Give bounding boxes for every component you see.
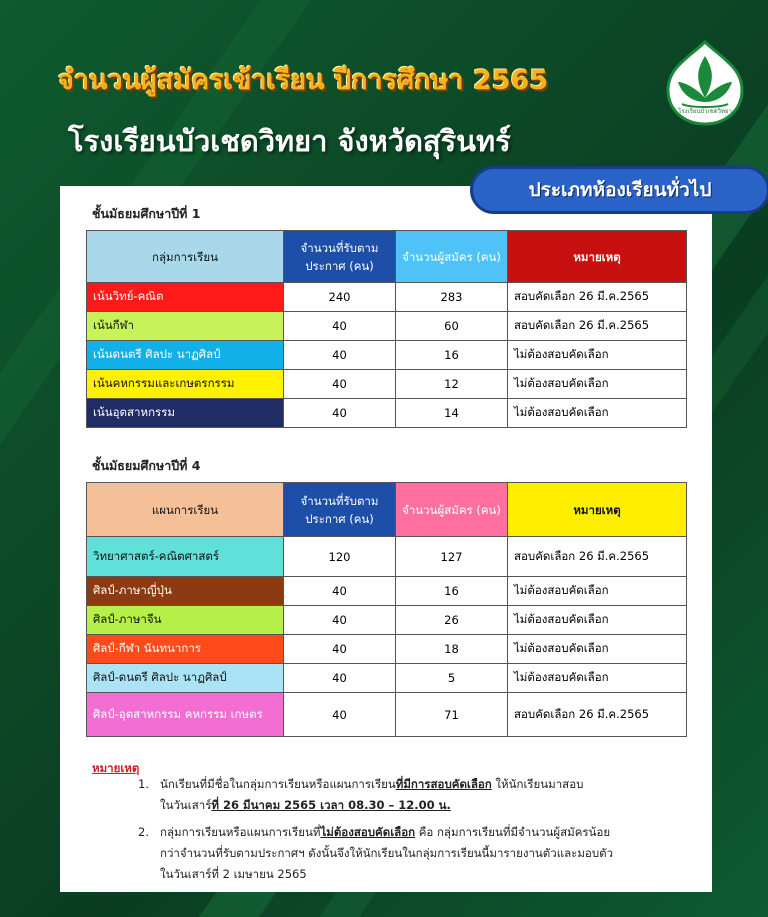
- quota-cell: 40: [284, 664, 396, 693]
- note-cell: สอบคัดเลือก 26 มี.ค.2565: [508, 537, 687, 577]
- group-cell: เน้นคหกรรมและเกษตรกรรม: [87, 370, 284, 399]
- m1-header-note: หมายเหตุ: [508, 231, 687, 283]
- notes-heading: หมายเหตุ: [92, 761, 140, 775]
- note-text: คือ กลุ่มการเรียนที่มีจำนวนผู้สมัครน้อย: [415, 825, 611, 839]
- note-cell: ไม่ต้องสอบคัดเลือก: [508, 577, 687, 606]
- logo-text: โรงเรียนบัวเชดวิทยา: [678, 108, 732, 115]
- quota-cell: 40: [284, 606, 396, 635]
- quota-cell: 40: [284, 635, 396, 664]
- m4-header-applicants: จำนวนผู้สมัคร (คน): [396, 483, 508, 537]
- applicants-cell: 18: [396, 635, 508, 664]
- m1-header-group: กลุ่มการเรียน: [87, 231, 284, 283]
- note-item-1: [138, 774, 698, 818]
- applicants-cell: 127: [396, 537, 508, 577]
- note-number: 1.: [138, 777, 149, 791]
- table-row: [87, 283, 687, 312]
- table-row: [87, 537, 687, 577]
- school-logo: [660, 38, 750, 128]
- note-cell: ไม่ต้องสอบคัดเลือก: [508, 664, 687, 693]
- note-cell: สอบคัดเลือก 26 มี.ค.2565: [508, 312, 687, 341]
- m1-header-applicants: จำนวนผู้สมัคร (คน): [396, 231, 508, 283]
- notes-section: [92, 760, 692, 881]
- note-number: 2.: [138, 825, 149, 839]
- note-cell: ไม่ต้องสอบคัดเลือก: [508, 370, 687, 399]
- note-cell: สอบคัดเลือก 26 มี.ค.2565: [508, 283, 687, 312]
- table-row: [87, 606, 687, 635]
- applicants-cell: 60: [396, 312, 508, 341]
- m4-header-note: หมายเหตุ: [508, 483, 687, 537]
- quota-cell: 40: [284, 693, 396, 737]
- note-text: กว่าจำนวนที่รับตามประกาศฯ ดังนั้นจึงให้นักเรียนในกลุ่มการเรียนนี้มารายงานตัวและมอบตัว: [160, 846, 614, 860]
- table-row: [87, 370, 687, 399]
- m1-header-quota: จำนวนที่รับตามประกาศ (คน): [284, 231, 396, 283]
- applicants-cell: 5: [396, 664, 508, 693]
- classroom-type-badge: ประเภทห้องเรียนทั่วไป: [470, 166, 768, 214]
- m1-table: [86, 230, 687, 428]
- group-cell: เน้นอุตสาหกรรม: [87, 399, 284, 428]
- note-text: นักเรียนที่มีชื่อในกลุ่มการเรียนหรือแผนการเรียน: [160, 777, 396, 791]
- note-text: ให้นักเรียนมาสอบ: [491, 777, 584, 791]
- note-text: กลุ่มการเรียนหรือแผนการเรียนที่: [160, 825, 321, 839]
- quota-cell: 40: [284, 399, 396, 428]
- m1-section-title: ชั้นมัธยมศึกษาปีที่ 1: [92, 206, 201, 221]
- group-cell: ศิลป์-ดนตรี ศิลปะ นาฏศิลป์: [87, 664, 284, 693]
- page-title: จำนวนผู้สมัครเข้าเรียน ปีการศึกษา 2565: [58, 65, 549, 96]
- table-row: [87, 664, 687, 693]
- note-emphasis: ที่ 26 มีนาคม 2565 เวลา 08.30 – 12.00 น.: [211, 798, 451, 812]
- m4-header-quota: จำนวนที่รับตามประกาศ (คน): [284, 483, 396, 537]
- quota-cell: 40: [284, 370, 396, 399]
- group-cell: เน้นวิทย์-คณิต: [87, 283, 284, 312]
- m4-section-title: ชั้นมัธยมศึกษาปีที่ 4: [92, 458, 201, 473]
- table-row: [87, 341, 687, 370]
- table-row: [87, 577, 687, 606]
- quota-cell: 120: [284, 537, 396, 577]
- note-emphasis: ที่มีการสอบคัดเลือก: [395, 777, 492, 791]
- applicants-cell: 12: [396, 370, 508, 399]
- note-text: ในวันเสาร์ที่ 2 เมษายน 2565: [160, 867, 307, 881]
- table-row: [87, 312, 687, 341]
- quota-cell: 40: [284, 341, 396, 370]
- applicants-cell: 283: [396, 283, 508, 312]
- note-cell: ไม่ต้องสอบคัดเลือก: [508, 341, 687, 370]
- applicants-cell: 26: [396, 606, 508, 635]
- group-cell: วิทยาศาสตร์-คณิตศาสตร์: [87, 537, 284, 577]
- table-row: [87, 693, 687, 737]
- note-item-2: [138, 822, 698, 888]
- applicants-cell: 16: [396, 341, 508, 370]
- quota-cell: 40: [284, 312, 396, 341]
- applicants-cell: 16: [396, 577, 508, 606]
- group-cell: ศิลป์-อุตสาหกรรม คหกรรม เกษตร: [87, 693, 284, 737]
- note-text: ในวันเสาร์: [160, 798, 212, 812]
- applicants-cell: 71: [396, 693, 508, 737]
- note-cell: ไม่ต้องสอบคัดเลือก: [508, 399, 687, 428]
- group-cell: เน้นกีฬา: [87, 312, 284, 341]
- note-cell: สอบคัดเลือก 26 มี.ค.2565: [508, 693, 687, 737]
- school-subtitle: โรงเรียนบัวเชดวิทยา จังหวัดสุรินทร์: [68, 124, 511, 158]
- m4-table: [86, 482, 687, 737]
- quota-cell: 40: [284, 577, 396, 606]
- group-cell: เน้นดนตรี ศิลปะ นาฏศิลป์: [87, 341, 284, 370]
- group-cell: ศิลป์-ภาษาจีน: [87, 606, 284, 635]
- applicants-cell: 14: [396, 399, 508, 428]
- note-emphasis: ไม่ต้องสอบคัดเลือก: [320, 825, 416, 839]
- m1-header-row: [87, 231, 687, 283]
- note-cell: ไม่ต้องสอบคัดเลือก: [508, 606, 687, 635]
- table-row: [87, 635, 687, 664]
- group-cell: ศิลป์-กีฬา นันทนาการ: [87, 635, 284, 664]
- m4-header-group: แผนการเรียน: [87, 483, 284, 537]
- quota-cell: 240: [284, 283, 396, 312]
- note-cell: ไม่ต้องสอบคัดเลือก: [508, 635, 687, 664]
- m4-header-row: [87, 483, 687, 537]
- table-row: [87, 399, 687, 428]
- group-cell: ศิลป์-ภาษาญี่ปุ่น: [87, 577, 284, 606]
